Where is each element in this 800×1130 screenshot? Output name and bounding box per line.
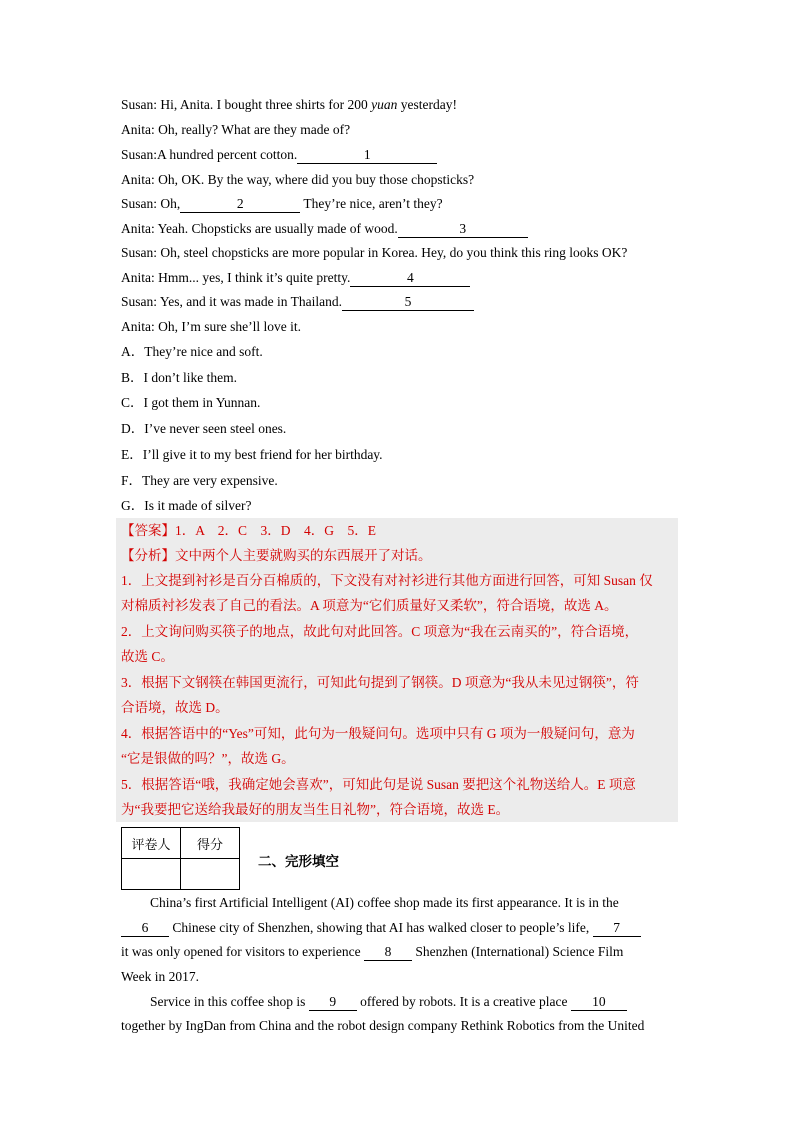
answer-key: 【答案】1．A 2．C 3．D 4．G 5．E xyxy=(121,523,377,538)
cloze-text: offered by robots. It is a creative place xyxy=(356,994,571,1009)
analysis-line: 合语境，故选 D。 xyxy=(121,700,229,715)
dialogue-text: Anita: Oh, I’m sure she’ll love it. xyxy=(121,319,301,334)
blank-4[interactable]: 4 xyxy=(350,270,470,287)
option-d: D．I’ve never seen steel ones. xyxy=(121,421,287,436)
blank-6[interactable]: 6 xyxy=(121,920,169,937)
dialogue-line-10 xyxy=(121,318,301,336)
analysis-line: 4．根据答语中的“Yes”可知，此句为一般疑问句。选项中只有 G 项为一般疑问句，意为 xyxy=(121,726,635,741)
analysis-line: 为“我要把它送给我最好的朋友当生日礼物”，符合语境，故选 E。 xyxy=(121,802,510,817)
dialogue-line-7 xyxy=(121,244,627,262)
option-f: F．They are very expensive. xyxy=(121,473,278,488)
cloze-line-2 xyxy=(121,919,641,937)
analysis-intro: 【分析】文中两个人主要就购买的东西展开了对话。 xyxy=(121,548,432,563)
cloze-line-6 xyxy=(121,1017,644,1035)
option-c: C．I got them in Yunnan. xyxy=(121,395,261,410)
cloze-text: it was only opened for visitors to experience xyxy=(121,944,364,959)
option-a: A．They’re nice and soft. xyxy=(121,344,263,359)
analysis-line: “它是银做的吗？”，故选 G。 xyxy=(121,751,295,766)
analysis-line: 故选 C。 xyxy=(121,649,174,664)
cloze-line-4 xyxy=(121,968,199,986)
dialogue-line-3 xyxy=(121,146,437,164)
analysis-line: 2．上文询问购买筷子的地点，故此句对此回答。C 项意为“我在云南买的”，符合语境， xyxy=(121,624,639,639)
dialogue-text: yesterday! xyxy=(397,97,457,112)
analysis-line: 3．根据下文钢筷在韩国更流行，可知此句提到了钢筷。D 项意为“我从未见过钢筷”，符 xyxy=(121,675,639,690)
option-g: G．Is it made of silver? xyxy=(121,498,252,513)
blank-9[interactable]: 9 xyxy=(309,994,357,1011)
section-title: 二、完形填空 xyxy=(258,854,339,870)
grader-header: 评卷人 xyxy=(122,828,181,859)
blank-8[interactable]: 8 xyxy=(364,944,412,961)
dialogue-line-6 xyxy=(121,220,528,238)
dialogue-text: Anita: Oh, really? What are they made of? xyxy=(121,122,351,137)
cloze-text: Shenzhen (International) Science Film xyxy=(411,944,624,959)
cloze-line-3 xyxy=(121,943,623,961)
option-b: B．I don’t like them. xyxy=(121,370,237,385)
blank-7[interactable]: 7 xyxy=(593,920,641,937)
dialogue-italic-text: yuan xyxy=(371,97,398,112)
cloze-text: together by IngDan from China and the robot design company Rethink Robotics from the United xyxy=(121,1018,645,1033)
score-cell[interactable] xyxy=(181,859,240,890)
analysis-line: 5．根据答语“哦，我确定她会喜欢”，可知此句是说 Susan 要把这个礼物送给人。E 项意 xyxy=(121,777,636,792)
dialogue-line-9 xyxy=(121,293,474,311)
cloze-text: Service in this coffee shop is xyxy=(150,994,309,1009)
cloze-text: Chinese city of Shenzhen, showing that AI has walked closer to people’s life, xyxy=(169,920,593,935)
blank-5[interactable]: 5 xyxy=(342,294,474,311)
blank-10[interactable]: 10 xyxy=(571,994,627,1011)
blank-1[interactable]: 1 xyxy=(297,147,437,164)
dialogue-line-4 xyxy=(121,171,474,189)
dialogue-text: They’re nice, aren’t they? xyxy=(300,196,443,211)
cloze-line-1 xyxy=(150,894,619,912)
dialogue-text: Susan: Yes, and it was made in Thailand. xyxy=(121,294,342,309)
analysis-line: 1．上文提到衬衫是百分百棉质的，下文没有对衬衫进行其他方面进行回答，可知 Susan 仅 xyxy=(121,573,653,588)
cloze-line-5 xyxy=(150,993,627,1011)
dialogue-text: Anita: Hmm... yes, I think it’s quite pretty. xyxy=(121,270,351,285)
dialogue-text: Anita: Oh, OK. By the way, where did you buy those chopsticks? xyxy=(121,172,475,187)
blank-2[interactable]: 2 xyxy=(180,196,300,213)
dialogue-text: Susan:A hundred percent cotton. xyxy=(121,147,298,162)
grader-cell[interactable] xyxy=(122,859,181,890)
dialogue-text: Anita: Yeah. Chopsticks are usually made of wood. xyxy=(121,221,398,236)
dialogue-text: Susan: Oh, xyxy=(121,196,181,211)
cloze-text: Week in 2017. xyxy=(121,969,200,984)
dialogue-line-2 xyxy=(121,121,350,139)
option-e: E．I’ll give it to my best friend for her birthday. xyxy=(121,447,383,462)
cloze-text: China’s first Artificial Intelligent (AI) coffee shop made its first appearance. It is in the xyxy=(150,895,619,910)
dialogue-line-5 xyxy=(121,195,443,213)
blank-3[interactable]: 3 xyxy=(398,221,528,238)
dialogue-line-1 xyxy=(121,96,457,114)
dialogue-text: Susan: Oh, steel chopsticks are more popular in Korea. Hey, do you think this ring looks OK? xyxy=(121,245,628,260)
score-header: 得分 xyxy=(181,828,240,859)
dialogue-line-8 xyxy=(121,269,470,287)
score-table xyxy=(121,827,240,890)
dialogue-text: Susan: Hi, Anita. I bought three shirts for 200 xyxy=(121,97,372,112)
analysis-line: 对棉质衬衫发表了自己的看法。A 项意为“它们质量好又柔软”，符合语境，故选 A。 xyxy=(121,598,618,613)
